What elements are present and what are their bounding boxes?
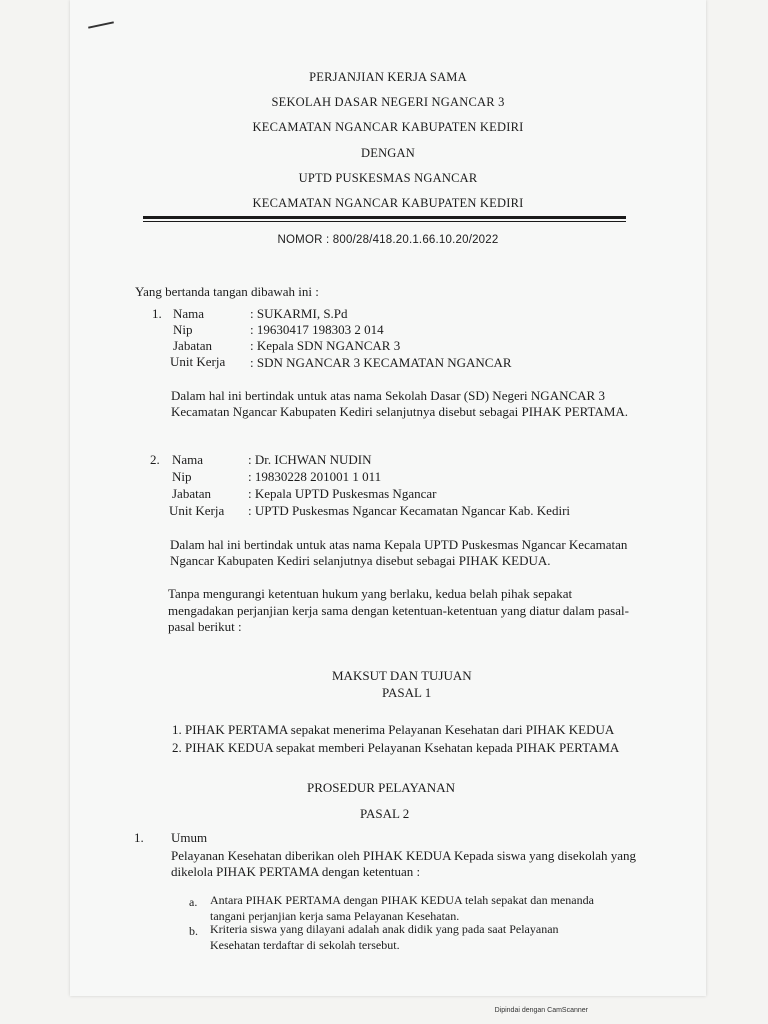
title-line-6: KECAMATAN NGANCAR KABUPATEN KEDIRI xyxy=(252,196,524,210)
party1-value-position: : Kepala SDN NGANCAR 3 xyxy=(250,338,401,353)
scanner-watermark: Dipindai dengan CamScanner xyxy=(494,1007,588,1014)
preamble-line3: pasal berikut : xyxy=(168,619,242,634)
pasal1-title: MAKSUT DAN TUJUAN xyxy=(332,668,472,683)
party2-number: 2. xyxy=(150,452,160,467)
party1-number: 1. xyxy=(152,306,162,321)
document-page xyxy=(70,0,706,996)
party1-label-position: Jabatan xyxy=(173,338,212,353)
intro-text: Yang bertanda tangan dibawah ini : xyxy=(135,284,319,299)
party2-label-position: Jabatan xyxy=(172,486,211,501)
party1-label-unit: Unit Kerja xyxy=(170,354,226,369)
pasal2-title: PROSEDUR PELAYANAN xyxy=(307,780,455,795)
pasal1-subtitle: PASAL 1 xyxy=(382,685,432,700)
pasal2-body-line2: dikelola PIHAK PERTAMA dengan ketentuan : xyxy=(171,864,421,879)
party2-value-unit: : UPTD Puskesmas Ngancar Kecamatan Ngancar Kab. Kediri xyxy=(248,503,571,518)
title-line-5: UPTD PUSKESMAS NGANCAR xyxy=(298,171,478,185)
party2-label-name: Nama xyxy=(172,452,204,467)
party2-desc-line2: Ngancar Kabupaten Kediri selanjutnya disebut sebagai PIHAK KEDUA. xyxy=(170,553,551,568)
pasal2-item-b-line1: Kriteria siswa yang dilayani adalah anak didik yang pada saat Pelayanan xyxy=(210,922,559,936)
header-rule-thick xyxy=(143,216,626,219)
party1-desc-line1: Dalam hal ini bertindak untuk atas nama Sekolah Dasar (SD) Negeri NGANCAR 3 xyxy=(171,388,605,403)
party1-label-name: Nama xyxy=(173,306,205,321)
pasal1-item-1: 1. PIHAK PERTAMA sepakat menerima Pelayanan Kesehatan dari PIHAK KEDUA xyxy=(172,722,615,737)
preamble-line2: mengadakan perjanjian kerja sama dengan ketentuan-ketentuan yang diatur dalam pasal- xyxy=(168,603,629,618)
pasal2-item-a-line2: tangani perjanjian kerja sama Pelayanan Kesehatan. xyxy=(210,909,460,923)
pasal2-body-line1: Pelayanan Kesehatan diberikan oleh PIHAK KEDUA Kepada siswa yang disekolah yang xyxy=(171,848,636,863)
header-rule-thin xyxy=(143,221,626,222)
party2-value-nip: : 19830228 201001 1 011 xyxy=(248,469,382,484)
title-line-1: PERJANJIAN KERJA SAMA xyxy=(309,70,467,84)
pasal2-item-a-line1: Antara PIHAK PERTAMA dengan PIHAK KEDUA telah sepakat dan menanda xyxy=(210,893,594,907)
pasal2-heading: Umum xyxy=(171,830,208,845)
party1-desc-line2: Kecamatan Ngancar Kabupaten Kediri selanjutnya disebut sebagai PIHAK PERTAMA. xyxy=(171,404,629,419)
title-line-4: DENGAN xyxy=(361,146,415,160)
document-number: NOMOR : 800/28/418.20.1.66.10.20/2022 xyxy=(277,234,499,246)
party1-value-name: : SUKARMI, S.Pd xyxy=(250,306,348,321)
pasal2-number: 1. xyxy=(134,830,144,845)
title-line-3: KECAMATAN NGANCAR KABUPATEN KEDIRI xyxy=(252,120,524,134)
party2-value-position: : Kepala UPTD Puskesmas Ngancar xyxy=(248,486,437,501)
pasal2-subtitle: PASAL 2 xyxy=(360,806,410,821)
party2-label-nip: Nip xyxy=(172,469,192,484)
pen-mark xyxy=(88,21,114,28)
title-line-2: SEKOLAH DASAR NEGERI NGANCAR 3 xyxy=(271,95,505,109)
pasal1-item-2: 2. PIHAK KEDUA sepakat memberi Pelayanan Ksehatan kepada PIHAK PERTAMA xyxy=(172,740,620,755)
pasal2-item-b-line2: Kesehatan terdaftar di sekolah tersebut. xyxy=(210,938,400,952)
party2-value-name: : Dr. ICHWAN NUDIN xyxy=(248,452,372,467)
party1-value-unit: : SDN NGANCAR 3 KECAMATAN NGANCAR xyxy=(250,355,512,370)
party1-value-nip: : 19630417 198303 2 014 xyxy=(250,322,384,337)
pasal2-item-a-marker: a. xyxy=(189,895,198,909)
party1-label-nip: Nip xyxy=(173,322,193,337)
party2-desc-line1: Dalam hal ini bertindak untuk atas nama Kepala UPTD Puskesmas Ngancar Kecamatan xyxy=(170,537,628,552)
pasal2-item-b-marker: b. xyxy=(189,924,198,938)
preamble-line1: Tanpa mengurangi ketentuan hukum yang berlaku, kedua belah pihak sepakat xyxy=(168,586,573,601)
party2-label-unit: Unit Kerja xyxy=(169,503,225,518)
